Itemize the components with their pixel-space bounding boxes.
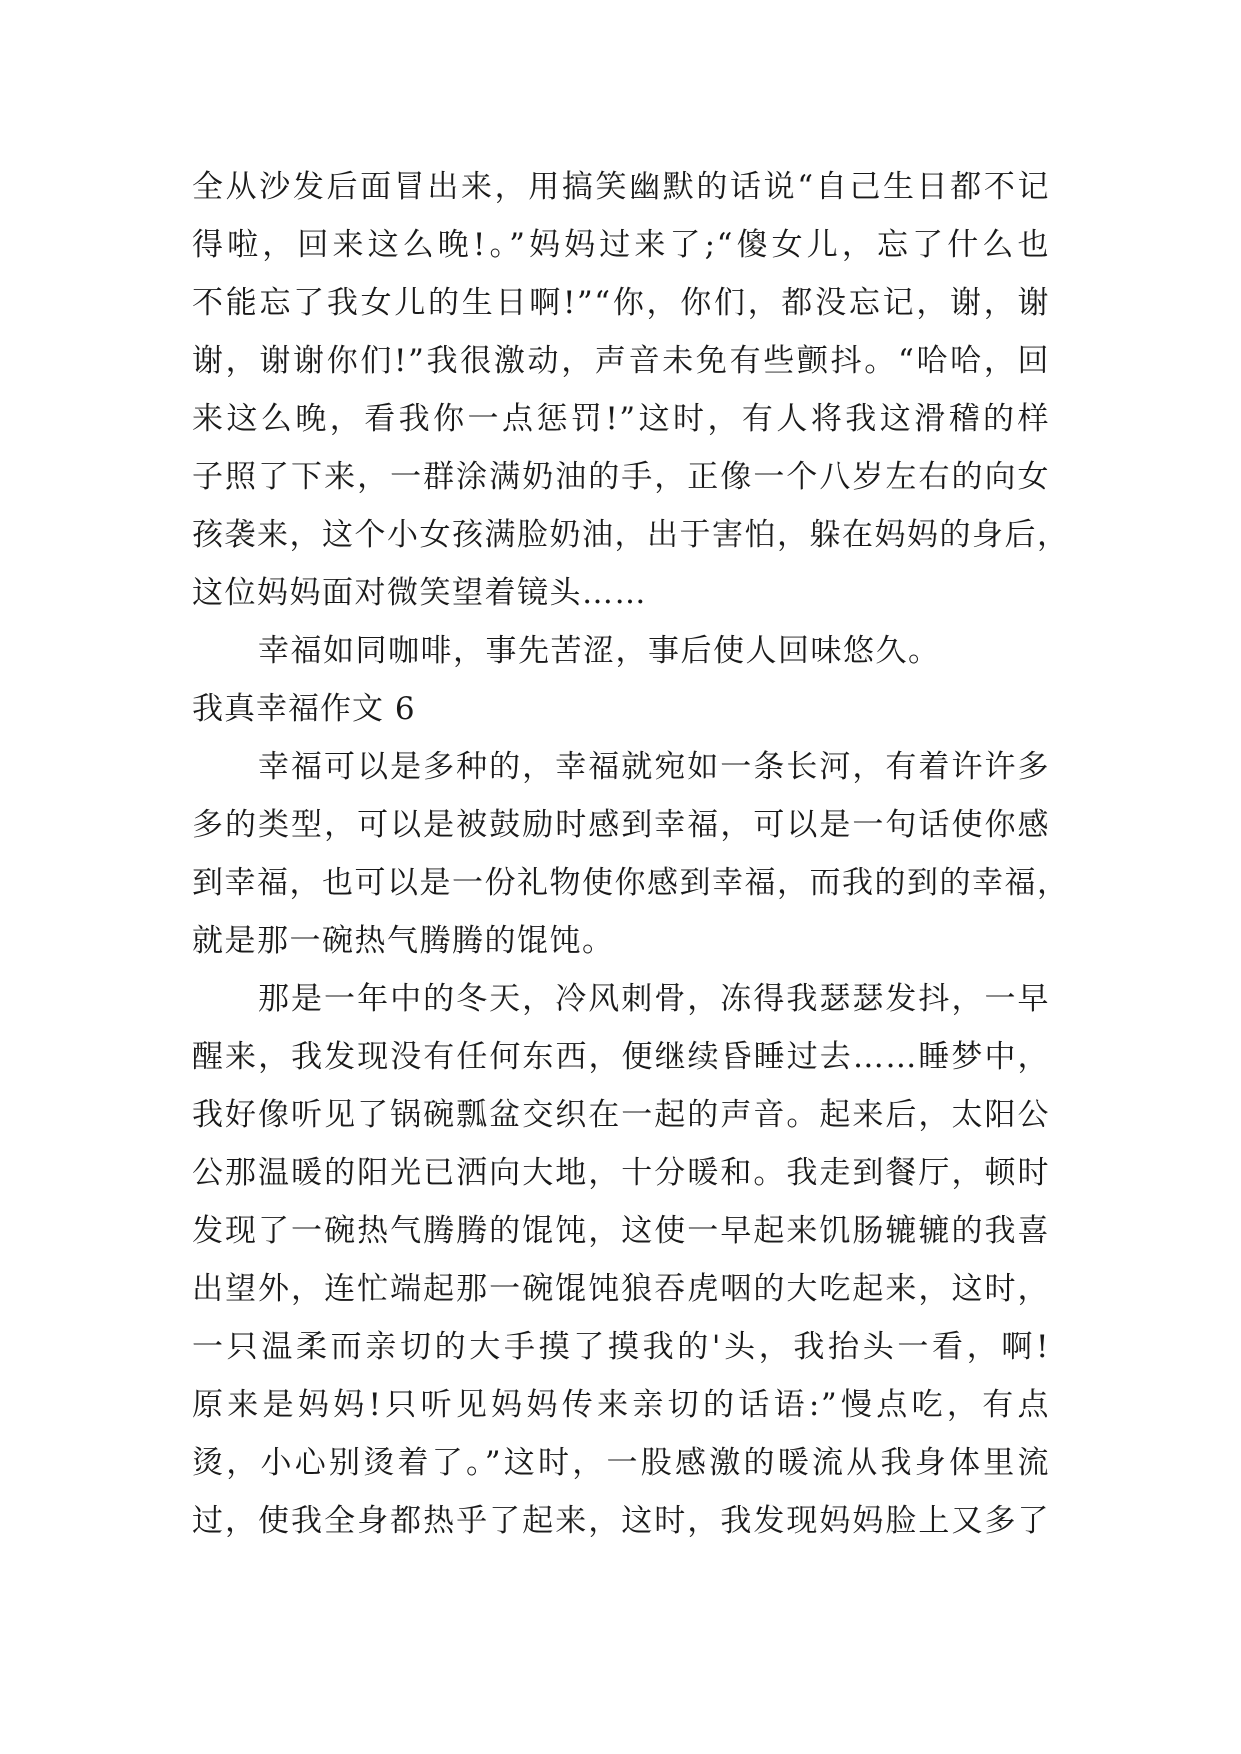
paragraph-line: 幸福可以是多种的，幸福就宛如一条长河，有着许许多 (258, 749, 1050, 785)
text-line: 孩袭来，这个小女孩满脸奶油，出于害怕，躲在妈妈的身后， (192, 517, 1070, 553)
text-line: 一只温柔而亲切的大手摸了摸我的'头，我抬头一看，啊! (192, 1329, 1050, 1365)
text-line: 到幸福，也可以是一份礼物使你感到幸福，而我的到的幸福， (192, 865, 1070, 901)
paragraph-line: 那是一年中的冬天，冷风刺骨，冻得我瑟瑟发抖，一早 (258, 981, 1050, 1017)
text-line: 来这么晚，看我你一点惩罚!”这时，有人将我这滑稽的样 (192, 401, 1050, 437)
text-line: 我好像听见了锅碗瓢盆交织在一起的声音。起来后，太阳公 (192, 1097, 1050, 1133)
text-line: 发现了一碗热气腾腾的馄饨，这使一早起来饥肠辘辘的我喜 (192, 1213, 1050, 1249)
section-heading: 我真幸福作文 6 (192, 691, 416, 727)
text-line: 公那温暖的阳光已洒向大地，十分暖和。我走到餐厅，顿时 (192, 1155, 1050, 1191)
text-line: 子照了下来，一群涂满奶油的手，正像一个八岁左右的向女 (192, 459, 1050, 495)
text-line: 原来是妈妈!只听见妈妈传来亲切的话语:”慢点吃，有点 (192, 1387, 1050, 1423)
text-line: 出望外，连忙端起那一碗馄饨狼吞虎咽的大吃起来，这时， (192, 1271, 1050, 1307)
text-line: 烫，小心别烫着了。”这时，一股感激的暖流从我身体里流 (192, 1445, 1050, 1481)
text-line: 谢，谢谢你们!”我很激动，声音未免有些颤抖。“哈哈，回 (192, 343, 1050, 379)
text-line: 醒来，我发现没有任何东西，便继续昏睡过去……睡梦中， (192, 1039, 1050, 1075)
text-line: 这位妈妈面对微笑望着镜头…… (192, 575, 647, 611)
text-line: 多的类型，可以是被鼓励时感到幸福，可以是一句话使你感 (192, 807, 1050, 843)
text-line: 不能忘了我女儿的生日啊!”“你，你们，都没忘记，谢，谢 (192, 285, 1050, 321)
paragraph-line: 幸福如同咖啡，事先苦涩，事后使人回味悠久。 (258, 633, 941, 669)
essay-body (192, 158, 1070, 1550)
text-line: 就是那一碗热气腾腾的馄饨。 (192, 923, 615, 959)
text-line: 全从沙发后面冒出来，用搞笑幽默的话说“自己生日都不记 (192, 169, 1050, 205)
text-line: 过，使我全身都热乎了起来，这时，我发现妈妈脸上又多了 (192, 1503, 1050, 1539)
text-line: 得啦，回来这么晚!。”妈妈过来了;“傻女儿，忘了什么也 (192, 227, 1050, 263)
